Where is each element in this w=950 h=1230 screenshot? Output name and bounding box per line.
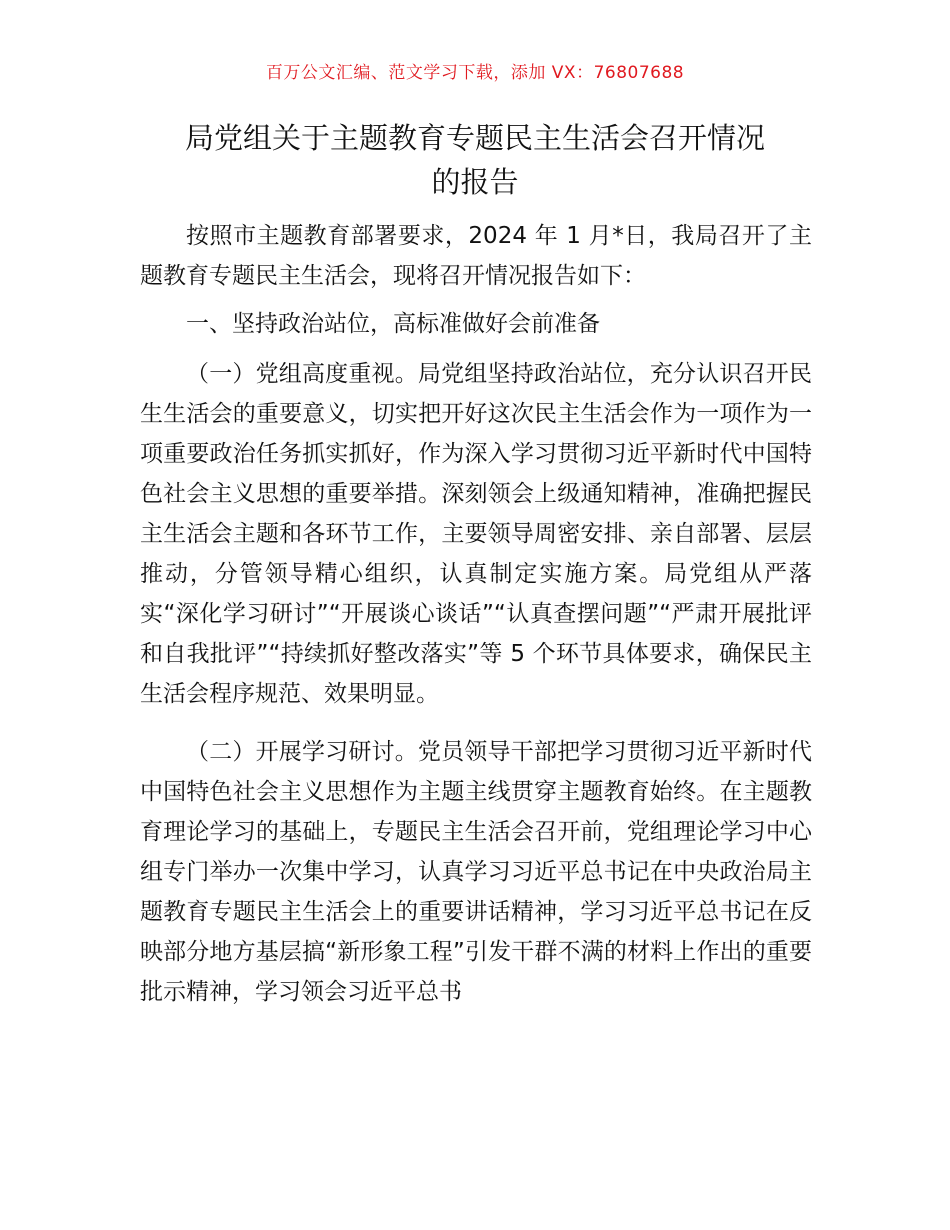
paragraph-party-group-attention: （一）党组高度重视。局党组坚持政治站位，充分认识召开民生生活会的重要意义，切实把开好这次民主生活会作为一项作为一项重要政治任务抓实抓好，作为深入学习贯彻习近平新时代中国特色社会主义思想的重要举措。深刻领会上级通知精神，准确把握民主生活会主题和各环节工作，主要领导周密安排、亲自部署、层层推动，分管领导精心组织，认真制定实施方案。局党组从严落实“深化学习研讨”“开展谈心谈话”“认真查摆问题”“严肃开展批评和自我批评”“持续抓好整改落实”等 5 个环节具体要求，确保民主生活会程序规范、效果明显。 xyxy=(140,361,812,707)
section-heading-1: 一、坚持政治站位，高标准做好会前准备 xyxy=(186,311,600,337)
watermark-header-note: 百万公文汇编、范文学习下载，添加 VX：76807688 xyxy=(265,63,685,83)
document-title xyxy=(140,116,810,204)
paragraph-study-discussion: （二）开展学习研讨。党员领导干部把学习贯彻习近平新时代中国特色社会主义思想作为主题主线贯穿主题教育始终。在主题教育理论学习的基础上，专题民主生活会召开前，党组理论学习中心组专门举办一次集中学习，认真学习习近平总书记在中央政治局主题教育专题民主生活会上的重要讲话精神，学习习近平总书记在反映部分地方基层搞“新形象工程”引发干群不满的材料上作出的重要批示精神，学习领会习近平总书 xyxy=(140,739,812,1005)
title-line-2: 的报告 xyxy=(431,165,519,199)
intro-paragraph: 按照市主题教育部署要求，2024 年 1 月*日，我局召开了主题教育专题民主生活会，现将召开情况报告如下： xyxy=(140,223,812,289)
title-line-1: 局党组关于主题教育专题民主生活会召开情况 xyxy=(184,121,765,155)
document-body xyxy=(140,216,812,1012)
